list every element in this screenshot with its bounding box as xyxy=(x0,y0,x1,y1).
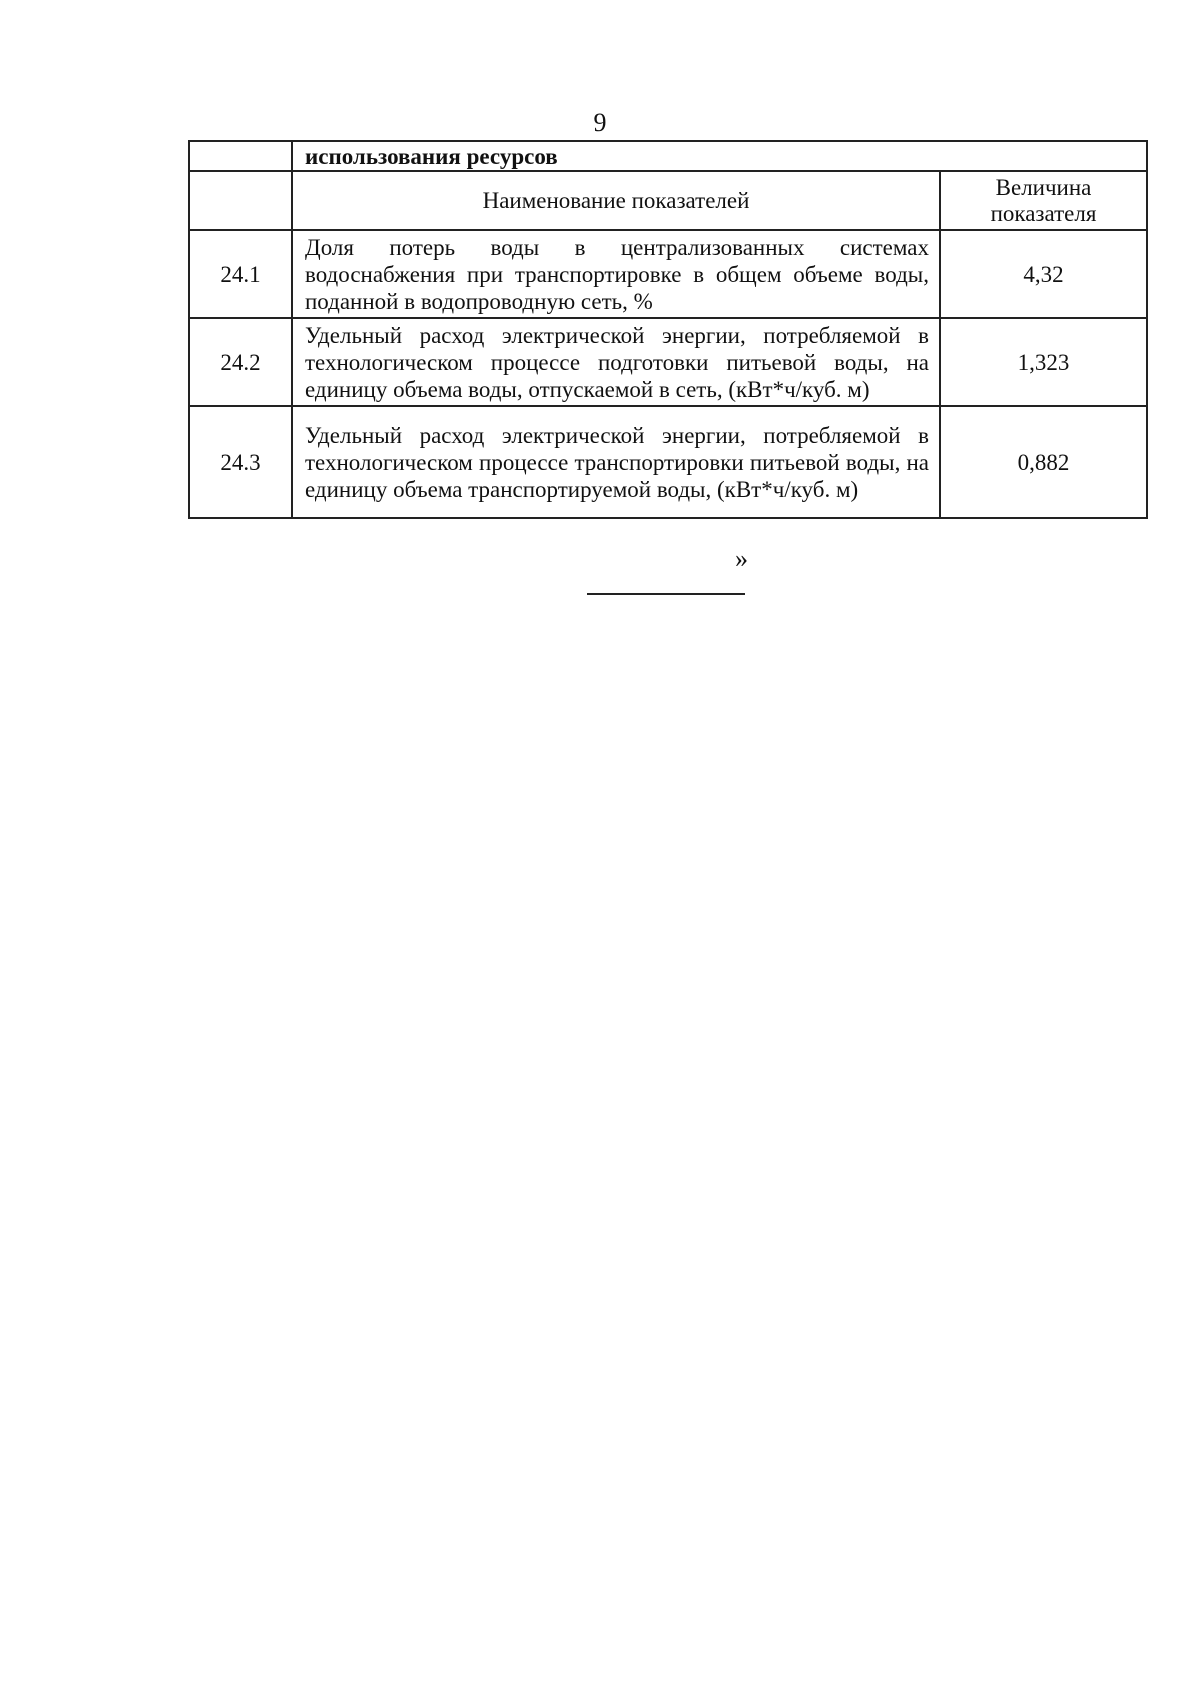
page-number: 9 xyxy=(593,108,607,137)
row-value: 1,323 xyxy=(940,318,1147,406)
section-number-cell xyxy=(189,141,292,171)
header-name: Наименование показателей xyxy=(292,171,940,230)
table-row xyxy=(189,318,1147,406)
row-description: Доля потерь воды в централизованных системах водоснабжения при транспортировке в общем объеме воды, поданной в водопроводную сеть, % xyxy=(292,230,940,318)
table-row xyxy=(189,406,1147,518)
end-divider xyxy=(587,593,745,595)
row-value: 4,32 xyxy=(940,230,1147,318)
table-header-row xyxy=(189,171,1147,230)
header-number-cell xyxy=(189,171,292,230)
indicators-table xyxy=(188,140,1148,519)
closing-quote: » xyxy=(735,544,748,573)
table-row xyxy=(189,230,1147,318)
row-number: 24.2 xyxy=(189,318,292,406)
section-title: использования ресурсов xyxy=(292,141,1147,171)
row-description: Удельный расход электрической энергии, потребляемой в технологическом процессе подготовки питьевой воды, на единицу объема воды, отпускаемой в сеть, (кВт*ч/куб. м) xyxy=(292,318,940,406)
header-value: Величина показателя xyxy=(940,171,1147,230)
section-row xyxy=(189,141,1147,171)
row-value: 0,882 xyxy=(940,406,1147,518)
row-number: 24.1 xyxy=(189,230,292,318)
row-description: Удельный расход электрической энергии, потребляемой в технологическом процессе транспортировки питьевой воды, на единицу объема транспортируемой воды, (кВт*ч/куб. м) xyxy=(292,406,940,518)
row-number: 24.3 xyxy=(189,406,292,518)
